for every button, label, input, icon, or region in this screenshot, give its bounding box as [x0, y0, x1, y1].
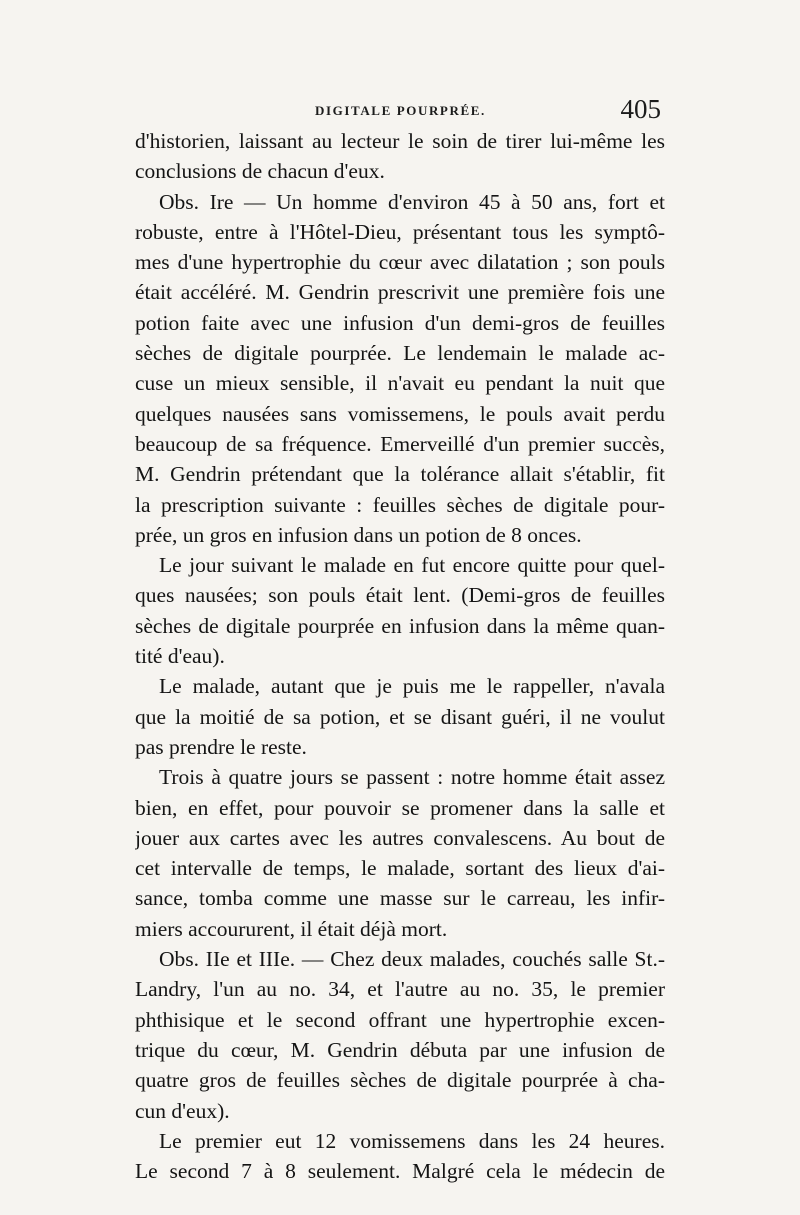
- running-title: DIGITALE POURPRÉE.: [315, 103, 486, 118]
- text-line: Le jour suivant le malade en fut encore quitte pour quel-: [159, 553, 665, 578]
- text-line: conclusions de chacun d'eux.: [135, 159, 385, 184]
- page-number: 405: [620, 94, 661, 124]
- text-line: Le second 7 à 8 seulement. Malgré cela le médecin de: [135, 1159, 665, 1184]
- text-line: pas prendre le reste.: [135, 734, 307, 759]
- text-line: était accéléré. M. Gendrin prescrivit une première fois une: [135, 280, 665, 305]
- text-line: Le premier eut 12 vomissemens dans les 24 heures.: [159, 1128, 665, 1153]
- text-line: Obs. IIe et IIIe. — Chez deux malades, couchés salle St.-: [159, 947, 665, 972]
- text-line: cuse un mieux sensible, il n'avait eu pendant la nuit que: [135, 371, 665, 396]
- text-line: M. Gendrin prétendant que la tolérance allait s'établir, fit: [135, 462, 665, 487]
- text-line: Landry, l'un au no. 34, et l'autre au no. 35, le premier: [135, 977, 665, 1002]
- text-line: sèches de digitale pourprée. Le lendemain le malade ac-: [135, 341, 665, 366]
- text-line: tité d'eau).: [135, 644, 225, 669]
- text-line: jouer aux cartes avec les autres convalescens. Au bout de: [135, 825, 665, 850]
- text-line: potion faite avec une infusion d'un demi-gros de feuilles: [135, 310, 665, 335]
- text-line: prée, un gros en infusion dans un potion de 8 onces.: [135, 522, 582, 547]
- text-line: ques nausées; son pouls était lent. (Demi-gros de feuilles: [135, 583, 665, 608]
- text-line: que la moitié de sa potion, et se disant guéri, il ne voulut: [135, 704, 665, 729]
- text-line: cun d'eux).: [135, 1098, 230, 1123]
- text-line: trique du cœur, M. Gendrin débuta par une infusion de: [135, 1037, 665, 1062]
- text-line: mes d'une hypertrophie du cœur avec dilatation ; son pouls: [135, 250, 665, 275]
- text-line: cet intervalle de temps, le malade, sortant des lieux d'ai-: [135, 856, 665, 881]
- text-line: Obs. Ire — Un homme d'environ 45 à 50 ans, fort et: [159, 189, 665, 214]
- text-line: sance, tomba comme une masse sur le carreau, les infir-: [135, 886, 665, 911]
- text-line: quatre gros de feuilles sèches de digitale pourprée à cha-: [135, 1068, 665, 1093]
- text-line: Le malade, autant que je puis me le rappeller, n'avala: [159, 674, 665, 699]
- text-line: la prescription suivante : feuilles sèches de digitale pour-: [135, 492, 665, 517]
- text-line: Trois à quatre jours se passent : notre homme était assez: [159, 765, 665, 790]
- text-line: quelques nausées sans vomissemens, le pouls avait perdu: [135, 401, 665, 426]
- running-head: [135, 96, 665, 126]
- text-line: beaucoup de sa fréquence. Emerveillé d'un premier succès,: [135, 431, 665, 456]
- text-line: d'historien, laissant au lecteur le soin de tirer lui-même les: [135, 129, 665, 153]
- text-line: sèches de digitale pourprée en infusion dans la même quan-: [135, 613, 665, 638]
- text-line: phthisique et le second offrant une hypertrophie excen-: [135, 1007, 665, 1032]
- text-line: miers accoururent, il était déjà mort.: [135, 916, 448, 941]
- text-line: robuste, entre à l'Hôtel-Dieu, présentant tous les symptô-: [135, 219, 665, 244]
- text-line: bien, en effet, pour pouvoir se promener dans la salle et: [135, 795, 665, 820]
- body-text: [135, 126, 665, 1186]
